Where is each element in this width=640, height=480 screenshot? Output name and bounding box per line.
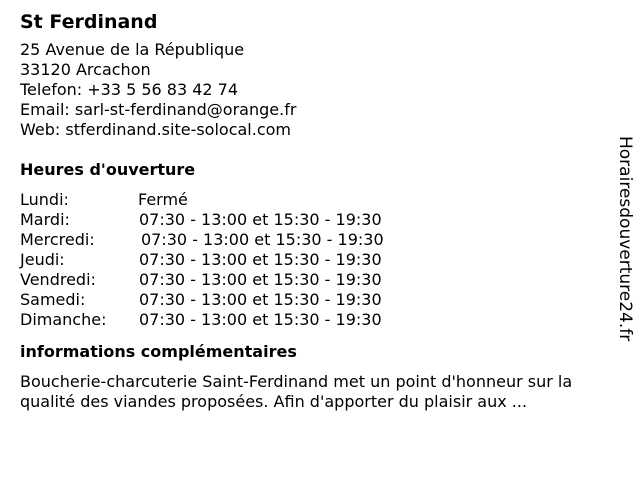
address-city: 33120 Arcachon: [20, 60, 151, 79]
opening-hours-heading: Heures d'ouverture: [20, 160, 196, 179]
hours-time: 07:30 - 13:00 et 15:30 - 19:30: [139, 270, 382, 289]
contact-block: [20, 40, 610, 140]
hours-row-dimanche: [20, 310, 610, 330]
address-street: 25 Avenue de la République: [20, 40, 245, 59]
hours-row-vendredi: [20, 270, 610, 290]
hours-day: Lundi:: [20, 190, 69, 209]
email-line: Email: sarl-st-ferdinand@orange.fr: [20, 100, 297, 119]
hours-day: Mercredi:: [20, 230, 95, 249]
business-name: St Ferdinand: [20, 11, 158, 33]
hours-row-mercredi: [20, 230, 610, 250]
hours-day: Samedi:: [20, 290, 86, 309]
hours-row-samedi: [20, 290, 610, 310]
site-watermark: [612, 136, 636, 372]
hours-time: 07:30 - 13:00 et 15:30 - 19:30: [139, 210, 382, 229]
hours-time: 07:30 - 13:00 et 15:30 - 19:30: [139, 290, 382, 309]
hours-time: 07:30 - 13:00 et 15:30 - 19:30: [141, 230, 384, 249]
hours-day: Mardi:: [20, 210, 70, 229]
hours-row-jeudi: [20, 250, 610, 270]
additional-info-heading: informations complémentaires: [20, 342, 297, 361]
hours-day: Dimanche:: [20, 310, 107, 329]
business-card: [20, 10, 610, 412]
web-line: Web: stferdinand.site-solocal.com: [20, 120, 292, 139]
opening-hours-table: [20, 190, 610, 330]
hours-day: Vendredi:: [20, 270, 96, 289]
hours-time: Fermé: [138, 190, 188, 209]
site-watermark-text: Horairesdouverture24.fr: [615, 136, 635, 342]
hours-day: Jeudi:: [20, 250, 65, 269]
hours-row-mardi: [20, 210, 610, 230]
additional-info-text: Boucherie-charcuterie Saint-Ferdinand met un point d'honneur sur la qualité des viandes proposées. Afin d'apporter du plaisir aux ...: [20, 372, 573, 411]
hours-time: 07:30 - 13:00 et 15:30 - 19:30: [139, 310, 382, 329]
hours-row-lundi: [20, 190, 610, 210]
hours-time: 07:30 - 13:00 et 15:30 - 19:30: [139, 250, 382, 269]
phone-line: Telefon: +33 5 56 83 42 74: [20, 80, 239, 99]
